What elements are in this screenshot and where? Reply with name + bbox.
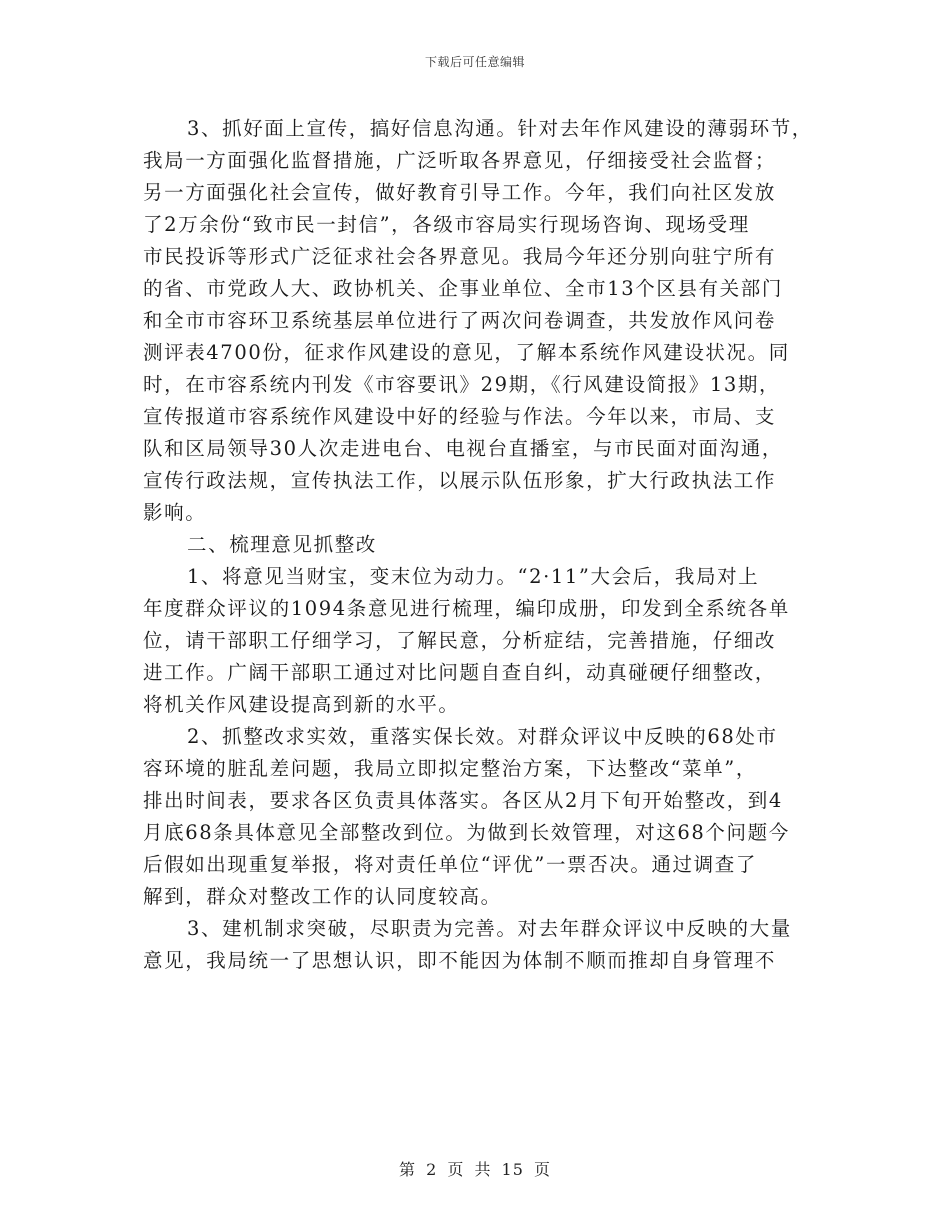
paragraph-line: 后假如出现重复举报，将对责任单位“评优”一票否决。通过调查了	[143, 853, 757, 876]
paragraph-line: 的省、市党政人大、政协机关、企事业单位、全市13个区县有关部门	[143, 277, 783, 300]
paragraph-line: 队和区局领导30人次走进电台、电视台直播室，与市民面对面沟通，	[143, 437, 783, 460]
paragraph-line: 进工作。广阔干部职工通过对比问题自查自纠，动真碰硬仔细整改，	[143, 661, 777, 684]
paragraph-line: 意见，我局统一了思想认识，即不能因为体制不顺而推却自身管理不	[143, 949, 777, 972]
paragraph-line: 和全市市容环卫系统基层单位进行了两次问卷调查，共发放作风问卷	[143, 309, 777, 332]
paragraph-line: 测评表4700份，征求作风建设的意见，了解本系统作风建设状况。同	[143, 341, 790, 364]
paragraph-line: 影响。	[143, 501, 207, 524]
paragraph-line: 3、建机制求突破，尽职责为完善。对去年群众评议中反映的大量	[187, 917, 792, 940]
paragraph-line: 了2万余份“致市民一封信”，各级市容局实行现场咨询、现场受理	[143, 213, 750, 236]
paragraph-line: 将机关作风建设提高到新的水平。	[143, 693, 460, 716]
document-body	[143, 113, 823, 977]
paragraph-line: 3、抓好面上宣传，搞好信息沟通。针对去年作风建设的薄弱环节，	[187, 117, 813, 140]
paragraph-line: 另一方面强化社会宣传，做好教育引导工作。今年，我们向社区发放	[143, 181, 777, 204]
paragraph-line: 市民投诉等形式广泛征求社会各界意见。我局今年还分别向驻宁所有	[143, 245, 777, 268]
paragraph-line: 排出时间表，要求各区负责具体落实。各区从2月下旬开始整改，到4	[143, 789, 783, 812]
page-header: 下载后可任意编辑	[424, 55, 525, 69]
paragraph-line: 位，请干部职工仔细学习，了解民意，分析症结，完善措施，仔细改	[143, 629, 777, 652]
paragraph-line: 容环境的脏乱差问题，我局立即拟定整治方案，下达整改“菜单”，	[143, 757, 757, 780]
paragraph-line: 1、将意见当财宝，变末位为动力。“2·11”大会后，我局对上	[187, 565, 760, 588]
paragraph-line: 时，在市容系统内刊发《市容要讯》29期，《行风建设简报》13期，	[143, 373, 781, 396]
paragraph-line: 宣传行政法规，宣传执法工作，以展示队伍形象，扩大行政执法工作	[143, 469, 777, 492]
paragraph-line: 解到，群众对整改工作的认同度较高。	[143, 885, 502, 908]
paragraph-line: 宣传报道市容系统作风建设中好的经验与作法。今年以来，市局、支	[143, 405, 777, 428]
paragraph-line: 月底68条具体意见全部整改到位。为做到长效管理，对这68个问题今	[143, 821, 790, 844]
section-heading: 二、梳理意见抓整改	[187, 533, 377, 556]
paragraph-line: 我局一方面强化监督措施，广泛听取各界意见，仔细接受社会监督；	[143, 149, 777, 172]
paragraph-line: 年度群众评议的1094条意见进行梳理，编印成册，印发到全系统各单	[143, 597, 790, 620]
paragraph-line: 2、抓整改求实效，重落实保长效。对群众评议中反映的68处市	[187, 725, 778, 748]
page-number-footer: 第 2 页 共 15 页	[399, 1160, 551, 1179]
